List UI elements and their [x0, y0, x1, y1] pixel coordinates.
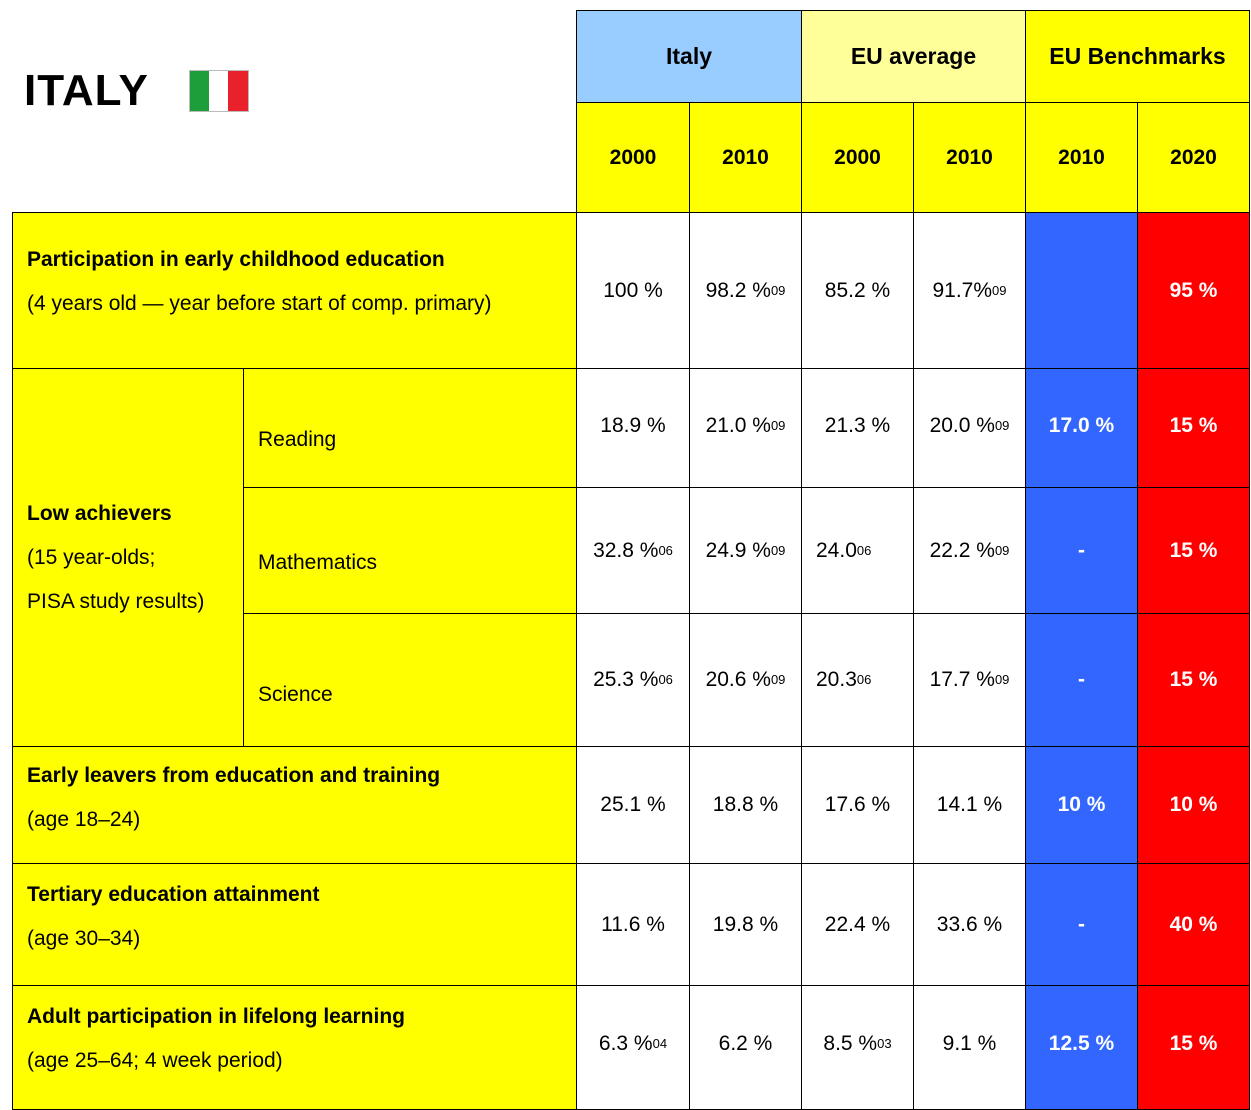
value-text: 33.6 %: [936, 912, 1003, 936]
value-cell: 98.2 % 09: [689, 212, 802, 369]
sub-label-text: Science: [258, 683, 333, 706]
row-subtitle: (age 25–64; 4 week period): [27, 1049, 283, 1072]
value-text: 17.7 %: [929, 668, 995, 691]
value-cell: 17.7 % 09: [913, 613, 1026, 747]
value-cell: 20.0 % 09: [913, 368, 1026, 488]
benchmark-2010-cell: [1025, 985, 1138, 1110]
benchmark-value: 12.5 %: [1048, 1031, 1115, 1055]
row-title: Tertiary education attainment: [27, 883, 320, 906]
flag-stripe-green: [190, 71, 209, 111]
value-text: 21.0 %: [705, 414, 771, 437]
row-title: Early leavers from education and training: [27, 764, 441, 787]
benchmark-2010-cell: [1025, 368, 1138, 488]
year-header: [801, 102, 914, 213]
benchmark-2010-cell: [1025, 487, 1138, 614]
row-subtitle: (age 30–34): [27, 927, 141, 950]
value-cell: [689, 746, 802, 864]
value-cell: 20.6 % 09: [689, 613, 802, 747]
benchmark-value: 10 %: [1057, 793, 1106, 816]
sub-label-text: Reading: [258, 428, 337, 451]
row-subtitle: (4 years old — year before start of comp. primary): [27, 292, 492, 315]
benchmark-2020-cell: [1137, 985, 1250, 1110]
value-text: 100 %: [603, 278, 663, 302]
benchmark-value: 15 %: [1169, 1031, 1218, 1055]
sub-label-mathematics: [243, 487, 577, 614]
year-label: 2000: [609, 145, 657, 169]
value-text: 17.6 %: [824, 793, 891, 816]
value-text: 22.2 %: [929, 538, 995, 562]
value-text: 25.3 %: [593, 668, 659, 691]
value-cell: [576, 368, 690, 488]
value-cell: [801, 368, 914, 488]
row-label-lifelong: [12, 985, 577, 1110]
value-cell: 21.0 % 09: [689, 368, 802, 488]
year-header: [913, 102, 1026, 213]
benchmark-2020-cell: [1137, 368, 1250, 488]
benchmark-2010-cell: [1025, 863, 1138, 986]
benchmark-value: 15 %: [1169, 414, 1218, 437]
value-text: 20.6 %: [705, 668, 771, 691]
value-text: 20.3: [816, 668, 857, 691]
value-text: 6.3 %: [598, 1031, 653, 1055]
benchmark-value: -: [1078, 538, 1085, 562]
value-cell: 25.3 % 06: [576, 613, 690, 747]
value-cell: [576, 746, 690, 864]
value-text: 91.7%: [932, 278, 993, 302]
year-header: [1025, 102, 1138, 213]
benchmark-value: 15 %: [1169, 538, 1218, 562]
value-cell: 22.2 % 09: [913, 487, 1026, 614]
value-text: 9.1 %: [942, 1031, 997, 1055]
value-text: 6.2 %: [718, 1031, 773, 1055]
row-label-early-childhood: [12, 212, 577, 369]
flag-stripe-red: [228, 71, 247, 111]
benchmark-2020-cell: [1137, 613, 1250, 747]
value-text: 32.8 %: [593, 538, 659, 562]
row-subtitle: (age 18–24): [27, 808, 141, 831]
benchmark-value: 10 %: [1169, 793, 1218, 816]
italy-flag-icon: [189, 70, 249, 112]
year-label: 2010: [946, 145, 993, 169]
benchmark-2020-cell: [1137, 212, 1250, 369]
group-header-italy: [576, 10, 802, 103]
row-title: Low achievers: [27, 501, 172, 525]
value-text: 8.5 %: [823, 1031, 878, 1055]
row-subtitle: (15 year-olds;: [27, 545, 156, 569]
benchmark-2020-cell: [1137, 487, 1250, 614]
benchmark-value: 15 %: [1169, 668, 1218, 691]
sub-label-reading: [243, 368, 577, 488]
benchmark-2020-cell: [1137, 746, 1250, 864]
group-label: Italy: [665, 43, 713, 69]
value-cell: 32.8 % 06: [576, 487, 690, 614]
value-text: 85.2 %: [824, 278, 891, 302]
row-label-early-leavers: [12, 746, 577, 864]
row-label-tertiary: [12, 863, 577, 986]
year-header: [1137, 102, 1250, 213]
value-cell: 24.0 06: [801, 487, 914, 614]
value-cell: 24.9 % 09: [689, 487, 802, 614]
benchmark-2010-cell: [1025, 613, 1138, 747]
value-text: 20.0 %: [929, 414, 995, 437]
value-cell: [689, 985, 802, 1110]
benchmark-value: 17.0 %: [1048, 414, 1115, 437]
value-cell: [576, 863, 690, 986]
sub-label-science: [243, 613, 577, 747]
row-title: Adult participation in lifelong learning: [27, 1005, 405, 1028]
country-title: ITALY: [24, 66, 149, 115]
flag-stripe-white: [209, 71, 228, 111]
value-text: 19.8 %: [712, 912, 779, 936]
row-subtitle: PISA study results): [27, 589, 205, 613]
value-cell: 20.3 06: [801, 613, 914, 747]
benchmark-2010-cell: [1025, 746, 1138, 864]
row-title: Participation in early childhood education: [27, 248, 445, 271]
year-label: 2010: [722, 145, 769, 169]
value-cell: [689, 863, 802, 986]
value-text: 98.2 %: [705, 278, 771, 302]
group-label: EU average: [850, 43, 977, 69]
year-header: [576, 102, 690, 213]
benchmark-2010-cell: [1025, 212, 1138, 369]
group-header-eu-benchmarks: [1025, 10, 1250, 103]
value-cell: [913, 746, 1026, 864]
year-label: 2010: [1058, 145, 1105, 169]
row-label-low-achievers: [12, 368, 244, 747]
group-header-eu-average: [801, 10, 1026, 103]
value-text: 14.1 %: [936, 793, 1003, 816]
benchmark-value: 40 %: [1169, 912, 1218, 936]
value-cell: [913, 985, 1026, 1110]
value-text: 18.9 %: [600, 414, 666, 437]
value-cell: 91.7% 09: [913, 212, 1026, 369]
benchmark-value: -: [1078, 912, 1085, 936]
value-cell: [801, 746, 914, 864]
country-header: [24, 66, 249, 116]
year-header: [689, 102, 802, 213]
value-text: 11.6 %: [601, 912, 665, 936]
value-text: 24.9 %: [705, 538, 771, 562]
value-cell: [913, 863, 1026, 986]
benchmark-2020-cell: [1137, 863, 1250, 986]
year-label: 2020: [1170, 145, 1217, 169]
sub-label-text: Mathematics: [258, 550, 378, 574]
value-text: 18.8 %: [712, 793, 779, 816]
value-text: 21.3 %: [824, 414, 891, 437]
value-cell: 8.5 % 03: [801, 985, 914, 1110]
value-text: 24.0: [816, 538, 857, 562]
value-cell: 6.3 % 04: [576, 985, 690, 1110]
value-cell: [801, 863, 914, 986]
group-label: EU Benchmarks: [1049, 43, 1226, 69]
value-cell: [576, 212, 690, 369]
value-text: 25.1 %: [600, 793, 666, 816]
benchmark-value: 95 %: [1169, 278, 1218, 302]
year-label: 2000: [834, 145, 881, 169]
value-text: 22.4 %: [824, 912, 891, 936]
benchmark-value: -: [1078, 668, 1085, 691]
value-cell: [801, 212, 914, 369]
